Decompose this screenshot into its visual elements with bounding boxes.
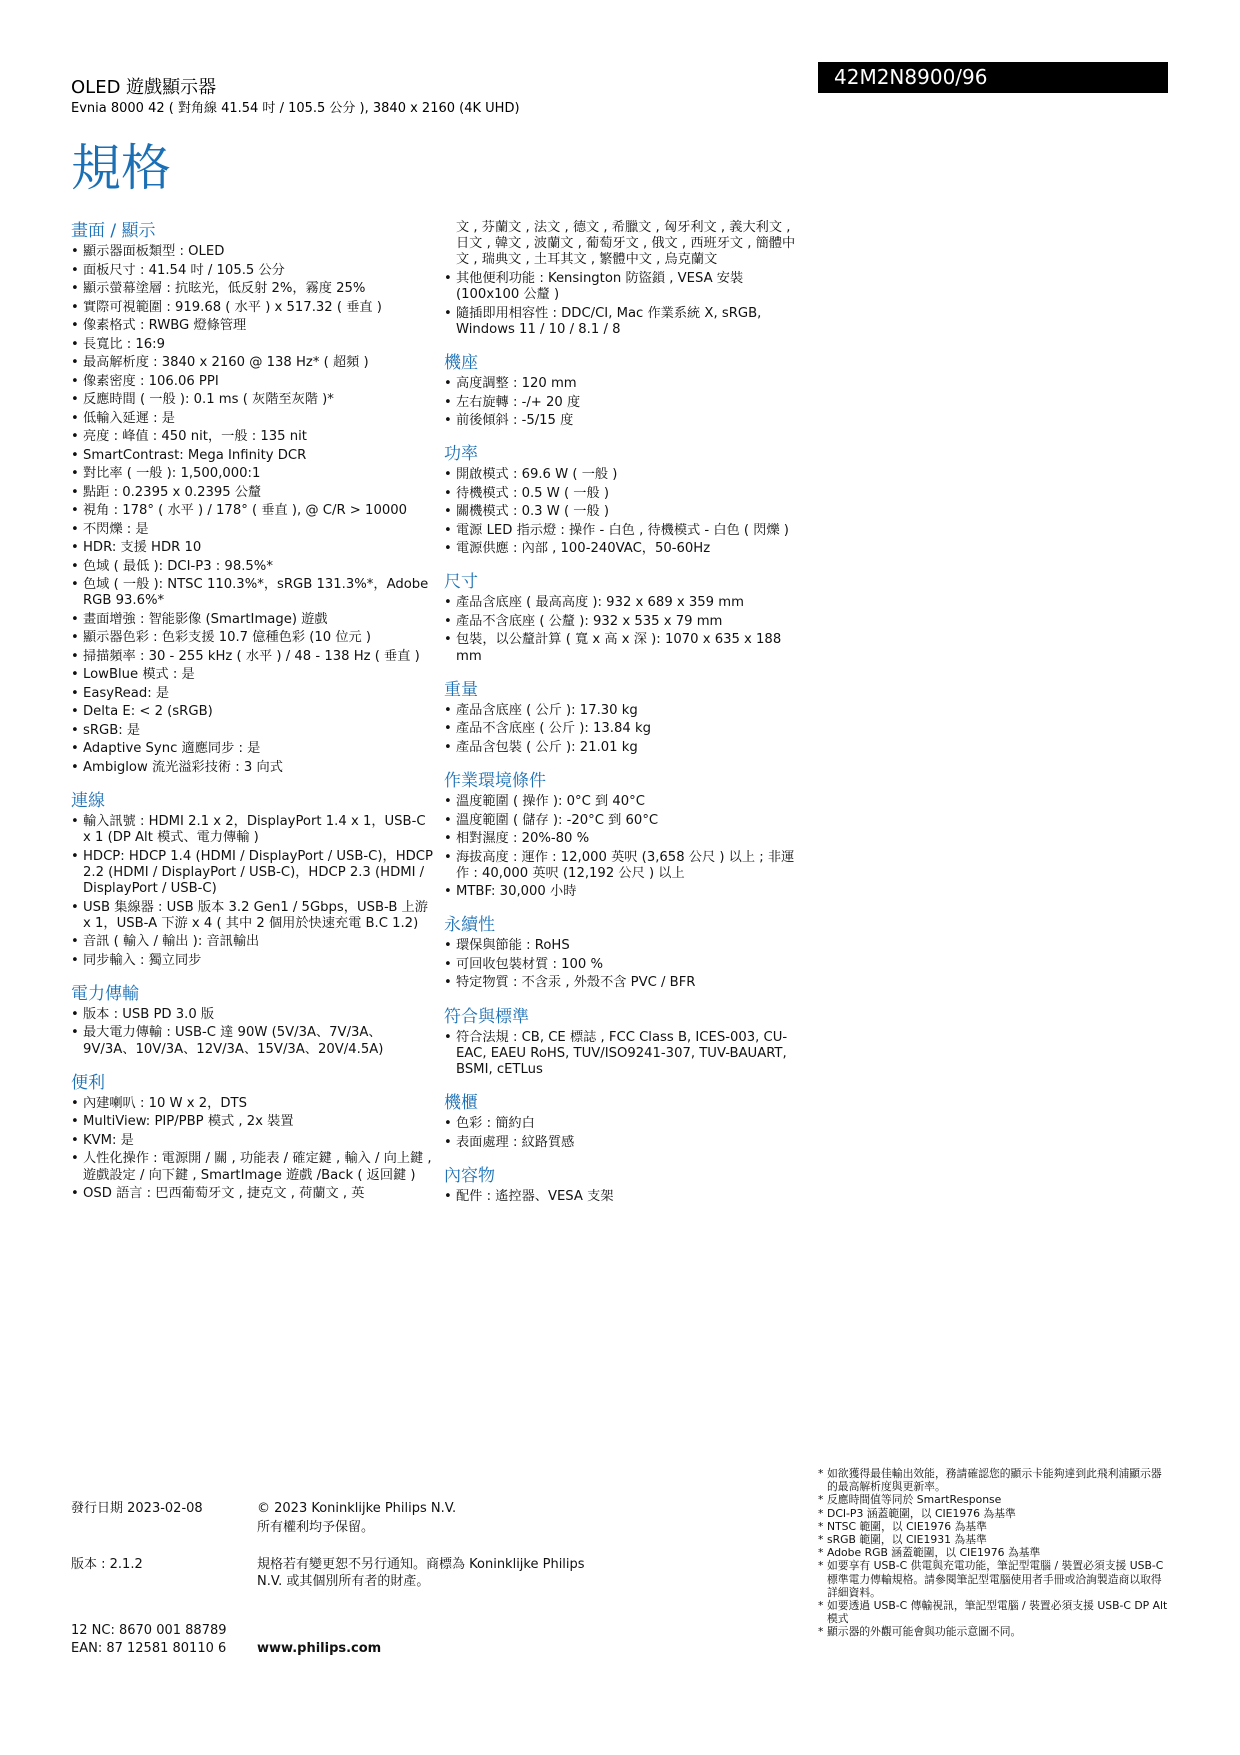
issue-date: 發行日期 2023-02-08 [71, 1501, 203, 1516]
list-item: • 色域 ( 最低 ): DCI-P3 : 98.5%* [71, 559, 433, 575]
list-item: • 隨插即用相容性 : DDC/CI, Mac 作業系統 X, sRGB, Windows 11 / 10 / 8.1 / 8 [444, 306, 804, 338]
list-item: • 電源 LED 指示燈 : 操作 - 白色 , 待機模式 - 白色 ( 閃爍 ) [444, 523, 804, 539]
list-item: • 掃描頻率 : 30 - 255 kHz ( 水平 ) / 48 - 138 Hz ( 垂直 ) [71, 649, 433, 665]
list-item: • 產品不含底座 ( 公釐 ): 932 x 535 x 79 mm [444, 614, 804, 630]
list-item: • 關機模式 : 0.3 W ( 一般 ) [444, 504, 804, 520]
section-title: 連線 [71, 790, 105, 811]
list-item: • 色域 ( 一般 ): NTSC 110.3%*，sRGB 131.3%*，Adobe RGB 93.6%* [71, 577, 433, 609]
list-item: • 長寬比 : 16:9 [71, 337, 433, 353]
list-item: • 符合法規 : CB, CE 標誌 , FCC Class B, ICES-003, CU-EAC, EAEU RoHS, TUV/ISO9241-307, TUV-BAUART, BSMI, cETLus [444, 1030, 804, 1079]
spec-section [444, 571, 804, 664]
right-column [444, 220, 804, 1219]
section-title: 尺寸 [444, 572, 478, 593]
list-item: • 實際可視範圍 : 919.68 ( 水平 ) x 517.32 ( 垂直 ) [71, 300, 433, 316]
list-item: • 版本 : USB PD 3.0 版 [71, 1007, 433, 1023]
footnote: * 顯示器的外觀可能會與功能示意圖不同。 [818, 1625, 1170, 1638]
list-item: • 環保與節能 : RoHS [444, 938, 804, 954]
list-item: • 音訊 ( 輸入 / 輸出 ): 音訊輸出 [71, 934, 433, 950]
list-item: • HDCP: HDCP 1.4 (HDMI / DisplayPort / USB-C)，HDCP 2.2 (HDMI / DisplayPort / USB-C)，HDCP 2.3 (HDMI / DisplayPort / USB-C) [71, 849, 433, 898]
list-item: • 可回收包裝材質 : 100 % [444, 957, 804, 973]
spec-section [444, 1092, 804, 1151]
section-title: 作業環境條件 [444, 771, 546, 792]
list-item: • MTBF: 30,000 小時 [444, 884, 804, 900]
page-title: 規格 [71, 139, 171, 197]
spec-list [444, 703, 804, 756]
spec-list [444, 794, 804, 900]
spec-list [444, 1030, 804, 1079]
footnote: * 如要透過 USB-C 傳輸視訊，筆記型電腦 / 裝置必須支援 USB-C DP Alt 模式 [818, 1599, 1170, 1625]
spec-section [444, 1006, 804, 1079]
section-title: 便利 [71, 1072, 105, 1093]
list-item: • sRGB: 是 [71, 723, 433, 739]
list-item: • 輸入訊號 : HDMI 2.1 x 2，DisplayPort 1.4 x 1，USB-C x 1 (DP Alt 模式、電力傳輸 ) [71, 814, 433, 846]
list-item: • 顯示器色彩 : 色彩支援 10.7 億種色彩 (10 位元 ) [71, 630, 433, 646]
list-item: • 包裝，以公釐計算 ( 寬 x 高 x 深 ): 1070 x 635 x 188 mm [444, 632, 804, 664]
list-item: • 相對濕度 : 20%-80 % [444, 831, 804, 847]
list-item: • SmartContrast: Mega Infinity DCR [71, 448, 433, 464]
left-column [71, 220, 433, 1216]
list-item: • 待機模式 : 0.5 W ( 一般 ) [444, 486, 804, 502]
spec-list [71, 244, 433, 776]
section-title: 重量 [444, 679, 478, 700]
spec-list [71, 1096, 433, 1202]
spec-list [444, 1116, 804, 1151]
footnote: * Adobe RGB 涵蓋範圍，以 CIE1976 為基準 [818, 1546, 1170, 1559]
convenience-list-cont [444, 271, 804, 338]
list-item: • 產品含包裝 ( 公斤 ): 21.01 kg [444, 740, 804, 756]
list-item: • EasyRead: 是 [71, 686, 433, 702]
spec-section [71, 983, 433, 1058]
list-item: • 畫面增強 : 智能影像 (SmartImage) 遊戲 [71, 612, 433, 628]
list-item: • 產品不含底座 ( 公斤 ): 13.84 kg [444, 721, 804, 737]
list-item: • Delta E: < 2 (sRGB) [71, 704, 433, 720]
spec-section [444, 679, 804, 756]
spec-list [444, 595, 804, 664]
spec-section [71, 790, 433, 969]
list-item: • USB 集線器 : USB 版本 3.2 Gen1 / 5Gbps，USB-B 上游 x 1，USB-A 下游 x 4 ( 其中 2 個用於快速充電 B.C 1.2) [71, 900, 433, 932]
section-title: 符合與標準 [444, 1006, 529, 1027]
list-item: • Ambiglow 流光溢彩技術 : 3 向式 [71, 760, 433, 776]
section-title: 畫面 / 顯示 [71, 221, 156, 241]
list-item: • 高度調整 : 120 mm [444, 376, 804, 392]
spec-section [444, 914, 804, 991]
spec-list [444, 467, 804, 557]
model-number: 42M2N8900/96 [818, 62, 1168, 93]
spec-list [444, 376, 804, 429]
list-item: • 左右旋轉 : -/+ 20 度 [444, 395, 804, 411]
list-item: • 配件 : 遙控器、VESA 支架 [444, 1189, 804, 1205]
list-item: • LowBlue 模式 : 是 [71, 667, 433, 683]
list-item: • 對比率 ( 一般 ): 1,500,000:1 [71, 466, 433, 482]
spec-list [71, 814, 433, 969]
trademark-notice: 規格若有變更恕不另行通知。商標為 Koninklijke Philips N.V. 或其個別所有者的財產。 [257, 1557, 585, 1589]
list-item: • 像素密度 : 106.06 PPI [71, 374, 433, 390]
list-item: • 色彩 : 簡約白 [444, 1116, 804, 1132]
spec-section [71, 1072, 433, 1202]
list-item: • 其他便利功能 : Kensington 防盜鎖 , VESA 安裝 (100x100 公釐 ) [444, 271, 804, 303]
spec-section [444, 443, 804, 557]
footnote: * 如欲獲得最佳輸出效能，務請確認您的顯示卡能夠達到此飛利浦顯示器的最高解析度與更新率。 [818, 1467, 1170, 1493]
spec-list [444, 938, 804, 991]
spec-section [71, 220, 433, 776]
website-link[interactable]: www.philips.com [257, 1641, 382, 1656]
product-subtitle: Evnia 8000 42 ( 對角線 41.54 吋 / 105.5 公分 ), 3840 x 2160 (4K UHD) [71, 101, 520, 116]
section-title: 機櫃 [444, 1093, 478, 1114]
spec-section [444, 1165, 804, 1205]
list-item: • 最高解析度 : 3840 x 2160 @ 138 Hz* ( 超頻 ) [71, 355, 433, 371]
list-item: • OSD 語言 : 巴西葡萄牙文 , 捷克文 , 荷蘭文 , 英 [71, 1186, 433, 1202]
spec-section [444, 352, 804, 429]
footnote: * DCI-P3 涵蓋範圍，以 CIE1976 為基準 [818, 1507, 1170, 1520]
list-item: • 像素格式 : RWBG 燈條管理 [71, 318, 433, 334]
list-item: • 開啟模式 : 69.6 W ( 一般 ) [444, 467, 804, 483]
list-item: • HDR: 支援 HDR 10 [71, 540, 433, 556]
list-item: • KVM: 是 [71, 1133, 433, 1149]
list-item: • 顯示器面板類型 : OLED [71, 244, 433, 260]
list-item: • 顯示螢幕塗層 : 抗眩光，低反射 2%，霧度 25% [71, 281, 433, 297]
version: 版本 : 2.1.2 [71, 1557, 143, 1572]
list-item: • 溫度範圍 ( 操作 ): 0°C 到 40°C [444, 794, 804, 810]
section-title: 電力傳輸 [71, 983, 139, 1004]
list-item: • 前後傾斜 : -5/15 度 [444, 413, 804, 429]
list-item: • 內建喇叭 : 10 W x 2，DTS [71, 1096, 433, 1112]
list-item: • 產品含底座 ( 公斤 ): 17.30 kg [444, 703, 804, 719]
continued-list [444, 220, 804, 269]
list-item: 文 , 芬蘭文 , 法文 , 德文 , 希臘文 , 匈牙利文 , 義大利文 , 日文 , 韓文 , 波蘭文 , 葡萄牙文 , 俄文 , 西班牙文 , 簡體中文 , 瑞典文 , 土耳其文 , 繁體中文 , 烏克蘭文 [456, 220, 796, 268]
product-category: OLED 遊戲顯示器 [71, 77, 217, 98]
list-item: • MultiView: PIP/PBP 模式 , 2x 裝置 [71, 1114, 433, 1130]
footnote: * 如要享有 USB-C 供電與充電功能，筆記型電腦 / 裝置必須支援 USB-C 標準電力傳輸規格。請參閱筆記型電腦使用者手冊或洽詢製造商以取得詳細資料。 [818, 1559, 1170, 1599]
section-title: 永續性 [444, 915, 495, 936]
spec-list [71, 1007, 433, 1058]
list-item: • 亮度 : 峰值 : 450 nit，一般 : 135 nit [71, 429, 433, 445]
footnote: * sRGB 範圍，以 CIE1931 為基準 [818, 1533, 1170, 1546]
nc-number: 12 NC: 8670 001 88789 [71, 1623, 227, 1638]
list-item: • 海拔高度 : 運作 : 12,000 英呎 (3,658 公尺 ) 以上 ; 非運作 : 40,000 英呎 (12,192 公尺 ) 以上 [444, 850, 804, 882]
list-item: • 溫度範圍 ( 儲存 ): -20°C 到 60°C [444, 813, 804, 829]
ean-number: EAN: 87 12581 80110 6 [71, 1641, 227, 1656]
list-item: • 視角 : 178° ( 水平 ) / 178° ( 垂直 ), @ C/R > 10000 [71, 503, 433, 519]
list-item: • 點距 : 0.2395 x 0.2395 公釐 [71, 485, 433, 501]
list-item: • 人性化操作 : 電源開 / 關 , 功能表 / 確定鍵 , 輸入 / 向上鍵 , 遊戲設定 / 向下鍵 , SmartImage 遊戲 /Back ( 返回鍵 ) [71, 1151, 433, 1183]
spec-list [444, 1189, 804, 1205]
list-item: • 表面處理 : 紋路質感 [444, 1135, 804, 1151]
footnote: * NTSC 範圍，以 CIE1976 為基準 [818, 1520, 1170, 1533]
list-item: • 特定物質 : 不含汞 , 外殼不含 PVC / BFR [444, 975, 804, 991]
list-item: • 面板尺寸 : 41.54 吋 / 105.5 公分 [71, 263, 433, 279]
list-item: • 同步輸入 : 獨立同步 [71, 953, 433, 969]
rights-reserved: 所有權利均予保留。 [257, 1520, 375, 1535]
list-item: • Adaptive Sync 適應同步 : 是 [71, 741, 433, 757]
list-item: • 產品含底座 ( 最高高度 ): 932 x 689 x 359 mm [444, 595, 804, 611]
section-title: 內容物 [444, 1165, 495, 1186]
list-item: • 最大電力傳輸 : USB-C 達 90W (5V/3A、7V/3A、9V/3A、10V/3A、12V/3A、15V/3A、20V/4.5A) [71, 1025, 433, 1057]
footnotes [818, 1467, 1170, 1639]
list-item: • 反應時間 ( 一般 ): 0.1 ms ( 灰階至灰階 )* [71, 392, 433, 408]
section-title: 功率 [444, 444, 478, 465]
spec-section [444, 770, 804, 900]
list-item: • 低輸入延遲 : 是 [71, 411, 433, 427]
list-item: • 電源供應 : 內部 , 100-240VAC，50-60Hz [444, 541, 804, 557]
section-title: 機座 [444, 353, 478, 374]
copyright: © 2023 Koninklijke Philips N.V. [257, 1501, 457, 1516]
footnote: * 反應時間值等同於 SmartResponse [818, 1493, 1170, 1506]
list-item: • 不閃爍 : 是 [71, 522, 433, 538]
